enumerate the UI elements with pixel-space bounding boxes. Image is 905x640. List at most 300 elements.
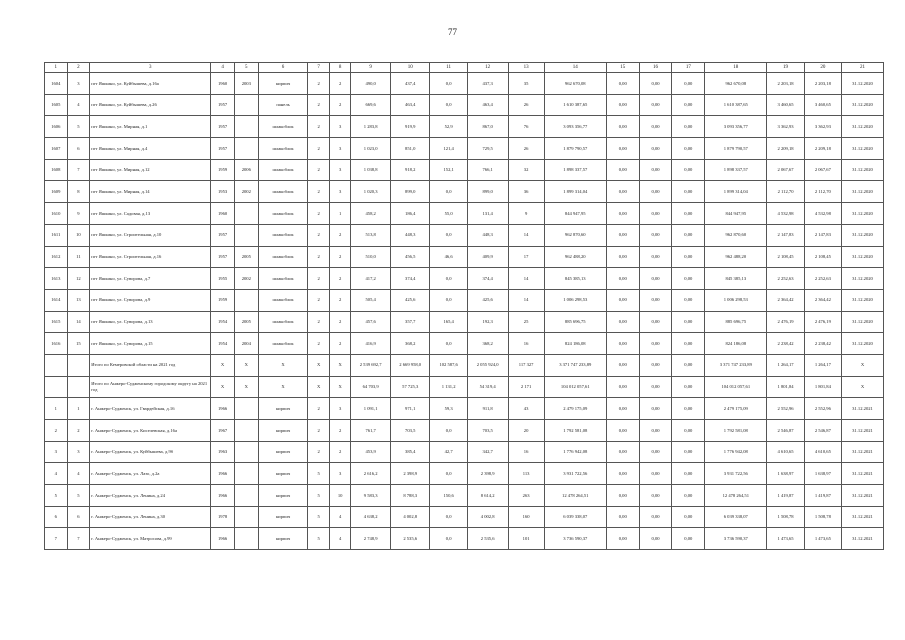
year-renovated-cell [234, 441, 258, 463]
owner-funds-cell: 6 039 338,07 [705, 506, 767, 528]
year-built-cell: 1959 [211, 159, 235, 181]
residents-count-cell: 35 [508, 73, 544, 95]
premises-area-cell: 368,2 [390, 333, 430, 355]
item-number-cell [67, 376, 90, 398]
floors-count-cell: 2 [308, 441, 329, 463]
entrances-count-cell: 2 [329, 246, 350, 268]
local-funds-cell: 0,00 [672, 376, 705, 398]
local-funds-cell: 0,00 [672, 224, 705, 246]
item-number-cell: 8 [67, 181, 90, 203]
local-funds-cell: 0,00 [672, 94, 705, 116]
local-funds-cell: 0,00 [672, 506, 705, 528]
page-number: 77 [448, 27, 457, 37]
municipal-area-cell: 102 587,6 [430, 354, 467, 376]
regional-funds-cell: 0,00 [639, 181, 672, 203]
max-unit-cost-cell: 4 532,98 [804, 203, 841, 225]
unit-cost-cell: 2 364,42 [767, 289, 804, 311]
floors-count-cell: 2 [308, 311, 329, 333]
column-header: 13 [508, 63, 544, 73]
regional-funds-cell: 0,00 [639, 376, 672, 398]
address-cell: г. Анжеро-Судженск, ул. Лазо, д.2а [90, 463, 211, 485]
wall-material-cell: кирпич [258, 506, 308, 528]
column-header: 15 [606, 63, 639, 73]
entrances-count-cell: 2 [329, 94, 350, 116]
private-area-cell: 899,0 [467, 181, 508, 203]
row-number-cell: 1616 [45, 333, 68, 355]
owner-funds-cell: 1 792 581,08 [705, 420, 767, 442]
item-number-cell: 4 [67, 94, 90, 116]
address-cell: пгт Яшкино, ул. Суворова, д.9 [90, 289, 211, 311]
year-renovated-cell [234, 463, 258, 485]
row-number-cell: 3 [45, 441, 68, 463]
address-cell: пгт Яшкино, ул. Мирная, д.4 [90, 138, 211, 160]
total-area-cell: 2 616,2 [351, 463, 391, 485]
completion-date-cell: X [842, 376, 884, 398]
year-renovated-cell: 2005 [234, 246, 258, 268]
local-funds-cell: 0,00 [672, 333, 705, 355]
owner-funds-cell: 12 478 264,51 [705, 485, 767, 507]
repair-cost-total-cell: 1 792 581,08 [544, 420, 606, 442]
total-area-cell: 64 703,9 [351, 376, 391, 398]
wall-material-cell: шлакоблок [258, 116, 308, 138]
table-row [45, 246, 884, 268]
completion-date-cell: 31.12.2020 [842, 224, 884, 246]
residents-count-cell: 16 [508, 441, 544, 463]
column-header: 20 [804, 63, 841, 73]
completion-date-cell: 31.12.2020 [842, 138, 884, 160]
year-built-cell: 1966 [211, 398, 235, 420]
year-built-cell: 1955 [211, 268, 235, 290]
address-cell: г. Анжеро-Судженск, ул. Ленина, д.24 [90, 485, 211, 507]
residents-count-cell: 14 [508, 268, 544, 290]
column-header: 5 [234, 63, 258, 73]
address-cell: пгт Яшкино, ул. Суворова, д.15 [90, 333, 211, 355]
unit-cost-cell: 1 801,84 [767, 376, 804, 398]
item-number-cell: 7 [67, 159, 90, 181]
owner-funds-cell: 3 093 356,77 [705, 116, 767, 138]
unit-cost-cell: 2 552,96 [767, 398, 804, 420]
address-cell: пгт Яшкино, ул. Суворова, д.7 [90, 268, 211, 290]
max-unit-cost-cell: 2 203,18 [804, 73, 841, 95]
private-area-cell: 8 614,2 [467, 485, 508, 507]
wall-material-cell: шлакоблок [258, 289, 308, 311]
unit-cost-cell: 4 532,98 [767, 203, 804, 225]
table-row [45, 376, 884, 398]
total-area-cell: 4 638,2 [351, 506, 391, 528]
unit-cost-cell: 1 508,78 [767, 506, 804, 528]
column-header: 16 [639, 63, 672, 73]
repair-cost-total-cell: 962 870,60 [544, 224, 606, 246]
year-renovated-cell: X [234, 376, 258, 398]
address-cell: г. Анжеро-Судженск, ул. Киселевская, д.16а [90, 420, 211, 442]
repair-cost-total-cell: 3 093 356,77 [544, 116, 606, 138]
item-number-cell: 12 [67, 268, 90, 290]
item-number-cell: 7 [67, 528, 90, 550]
floors-count-cell: 2 [308, 398, 329, 420]
unit-cost-cell: 2 108,45 [767, 246, 804, 268]
max-unit-cost-cell: 2 238,42 [804, 333, 841, 355]
table-row [45, 116, 884, 138]
column-header: 11 [430, 63, 467, 73]
column-header: 19 [767, 63, 804, 73]
premises-area-cell: 971,1 [390, 398, 430, 420]
floors-count-cell: 5 [308, 528, 329, 550]
unit-cost-cell: 2 203,18 [767, 73, 804, 95]
wall-material-cell: панель [258, 94, 308, 116]
regional-funds-cell: 0,00 [639, 506, 672, 528]
owner-funds-cell: 1 776 942,08 [705, 441, 767, 463]
regional-funds-cell: 0,00 [639, 463, 672, 485]
federal-funds-cell: 0,00 [606, 116, 639, 138]
unit-cost-cell: 2 067,67 [767, 159, 804, 181]
premises-area-cell: 456,5 [390, 246, 430, 268]
year-built-cell: 1978 [211, 506, 235, 528]
wall-material-cell: шлакоблок [258, 181, 308, 203]
table-row [45, 94, 884, 116]
floors-count-cell: 2 [308, 203, 329, 225]
entrances-count-cell: 2 [329, 224, 350, 246]
row-number-cell: 1614 [45, 289, 68, 311]
total-area-cell: 1 038,8 [351, 159, 391, 181]
local-funds-cell: 0,00 [672, 354, 705, 376]
total-area-cell: 761,7 [351, 420, 391, 442]
owner-funds-cell: 1 006 298,53 [705, 289, 767, 311]
owner-funds-cell: 2 479 175,09 [705, 398, 767, 420]
repair-cost-total-cell: 3 736 590,37 [544, 528, 606, 550]
floors-count-cell: 2 [308, 420, 329, 442]
floors-count-cell: 2 [308, 116, 329, 138]
residents-count-cell: 25 [508, 311, 544, 333]
address-cell: пгт Яшкино, ул. Строительная, д.10 [90, 224, 211, 246]
year-built-cell: 1957 [211, 224, 235, 246]
year-renovated-cell [234, 224, 258, 246]
premises-area-cell: 919,9 [390, 116, 430, 138]
column-header: 3 [90, 63, 211, 73]
repair-cost-total-cell: 1 776 942,08 [544, 441, 606, 463]
federal-funds-cell: 0,00 [606, 268, 639, 290]
local-funds-cell: 0,00 [672, 268, 705, 290]
row-number-cell: 1606 [45, 116, 68, 138]
regional-funds-cell: 0,00 [639, 268, 672, 290]
entrances-count-cell: 2 [329, 333, 350, 355]
residents-count-cell: 20 [508, 420, 544, 442]
floors-count-cell: 2 [308, 224, 329, 246]
completion-date-cell: 31.12.2020 [842, 116, 884, 138]
regional-funds-cell: 0,00 [639, 441, 672, 463]
column-header: 10 [390, 63, 430, 73]
wall-material-cell: шлакоблок [258, 203, 308, 225]
regional-funds-cell: 0,00 [639, 246, 672, 268]
total-area-cell: 417,2 [351, 268, 391, 290]
completion-date-cell: 31.12.2020 [842, 181, 884, 203]
table-row [45, 159, 884, 181]
max-unit-cost-cell: 2 476,19 [804, 311, 841, 333]
table-row [45, 311, 884, 333]
table-row [45, 420, 884, 442]
table-row [45, 268, 884, 290]
floors-count-cell: 2 [308, 138, 329, 160]
municipal-area-cell: 0,0 [430, 463, 467, 485]
address-cell: пгт Яшкино, ул. Садовая, д.13 [90, 203, 211, 225]
municipal-area-cell: 55,0 [430, 203, 467, 225]
column-header: 17 [672, 63, 705, 73]
year-built-cell: 1959 [211, 289, 235, 311]
floors-count-cell: 2 [308, 159, 329, 181]
item-number-cell: 14 [67, 311, 90, 333]
max-unit-cost-cell: 4 610,65 [804, 441, 841, 463]
owner-funds-cell: 844 947,95 [705, 203, 767, 225]
municipal-area-cell: 152,1 [430, 159, 467, 181]
total-area-cell: 2 539 692,7 [351, 354, 391, 376]
item-number-cell: 10 [67, 224, 90, 246]
regional-funds-cell: 0,00 [639, 420, 672, 442]
address-cell: г. Анжеро-Судженск, ул. Гвардейская, д.16 [90, 398, 211, 420]
housing-register-table [44, 62, 884, 550]
repair-cost-total-cell: 845 385,13 [544, 268, 606, 290]
column-header: 12 [467, 63, 508, 73]
entrances-count-cell: 2 [329, 441, 350, 463]
local-funds-cell: 0,00 [672, 485, 705, 507]
regional-funds-cell: 0,00 [639, 485, 672, 507]
federal-funds-cell: 0,00 [606, 94, 639, 116]
owner-funds-cell: 1 899 314,04 [705, 181, 767, 203]
year-renovated-cell [234, 289, 258, 311]
year-built-cell: 1957 [211, 138, 235, 160]
municipal-area-cell: 0,0 [430, 94, 467, 116]
year-built-cell: 1966 [211, 463, 235, 485]
year-built-cell: 1963 [211, 441, 235, 463]
column-header: 1 [45, 63, 68, 73]
table-body [45, 73, 884, 550]
local-funds-cell: 0,00 [672, 181, 705, 203]
private-area-cell: 425,6 [467, 289, 508, 311]
row-number-cell: 7 [45, 528, 68, 550]
wall-material-cell: кирпич [258, 528, 308, 550]
owner-funds-cell: 824 186,08 [705, 333, 767, 355]
unit-cost-cell: 2 252,63 [767, 268, 804, 290]
year-renovated-cell [234, 398, 258, 420]
municipal-area-cell: 0,0 [430, 224, 467, 246]
wall-material-cell: шлакоблок [258, 311, 308, 333]
address-cell: пгт Яшкино, ул. Куйбышева, д.26 [90, 94, 211, 116]
premises-area-cell: 851,0 [390, 138, 430, 160]
column-header: 21 [842, 63, 884, 73]
floors-count-cell: 2 [308, 268, 329, 290]
residents-count-cell: 117 327 [508, 354, 544, 376]
max-unit-cost-cell: 1 264,17 [804, 354, 841, 376]
entrances-count-cell: 3 [329, 138, 350, 160]
private-area-cell: 463,4 [467, 94, 508, 116]
total-area-cell: 513,8 [351, 224, 391, 246]
year-built-cell: X [211, 376, 235, 398]
item-number-cell: 6 [67, 506, 90, 528]
unit-cost-cell: 2 476,19 [767, 311, 804, 333]
owner-funds-cell: 104 012 057,61 [705, 376, 767, 398]
repair-cost-total-cell: 885 696,75 [544, 311, 606, 333]
max-unit-cost-cell: 2 552,96 [804, 398, 841, 420]
regional-funds-cell: 0,00 [639, 159, 672, 181]
unit-cost-cell: 3 362,93 [767, 116, 804, 138]
repair-cost-total-cell: 3 931 722,56 [544, 463, 606, 485]
municipal-area-cell: 0,0 [430, 506, 467, 528]
owner-funds-cell: 3 371 747 233,89 [705, 354, 767, 376]
total-area-cell: 453,9 [351, 441, 391, 463]
local-funds-cell: 0,00 [672, 138, 705, 160]
address-cell: г. Анжеро-Судженск, ул. Ленина, д.30 [90, 506, 211, 528]
local-funds-cell: 0,00 [672, 398, 705, 420]
total-area-cell: 1 091,1 [351, 398, 391, 420]
row-number-cell: 1607 [45, 138, 68, 160]
completion-date-cell: 31.12.2020 [842, 94, 884, 116]
municipal-area-cell: 0,0 [430, 268, 467, 290]
row-number-cell: 1 [45, 398, 68, 420]
federal-funds-cell: 0,00 [606, 73, 639, 95]
private-area-cell: 2 055 924,0 [467, 354, 508, 376]
federal-funds-cell: 0,00 [606, 159, 639, 181]
completion-date-cell: 31.12.2021 [842, 398, 884, 420]
column-header: 18 [705, 63, 767, 73]
private-area-cell: 448,3 [467, 224, 508, 246]
repair-cost-total-cell: 3 371 747 233,89 [544, 354, 606, 376]
premises-area-cell: 357,7 [390, 311, 430, 333]
column-header: 6 [258, 63, 308, 73]
completion-date-cell: 31.12.2020 [842, 289, 884, 311]
floors-count-cell: 2 [308, 181, 329, 203]
wall-material-cell: X [258, 354, 308, 376]
table-row [45, 528, 884, 550]
municipal-area-cell: 0,0 [430, 181, 467, 203]
federal-funds-cell: 0,00 [606, 311, 639, 333]
floors-count-cell: 5 [308, 506, 329, 528]
owner-funds-cell: 3 736 590,37 [705, 528, 767, 550]
municipal-area-cell: 46,6 [430, 246, 467, 268]
owner-funds-cell: 962 488,20 [705, 246, 767, 268]
regional-funds-cell: 0,00 [639, 528, 672, 550]
wall-material-cell: кирпич [258, 398, 308, 420]
completion-date-cell: 31.12.2021 [842, 441, 884, 463]
completion-date-cell: 31.12.2020 [842, 203, 884, 225]
private-area-cell: 131,4 [467, 203, 508, 225]
year-built-cell: X [211, 354, 235, 376]
local-funds-cell: 0,00 [672, 441, 705, 463]
wall-material-cell: X [258, 376, 308, 398]
federal-funds-cell: 0,00 [606, 441, 639, 463]
regional-funds-cell: 0,00 [639, 203, 672, 225]
local-funds-cell: 0,00 [672, 311, 705, 333]
residents-count-cell: 26 [508, 138, 544, 160]
repair-cost-total-cell: 2 479 175,09 [544, 398, 606, 420]
regional-funds-cell: 0,00 [639, 138, 672, 160]
municipal-area-cell: 0,0 [430, 420, 467, 442]
federal-funds-cell: 0,00 [606, 289, 639, 311]
entrances-count-cell: 2 [329, 289, 350, 311]
municipal-area-cell: 121,4 [430, 138, 467, 160]
row-number-cell [45, 376, 68, 398]
column-header: 2 [67, 63, 90, 73]
completion-date-cell: 31.12.2020 [842, 159, 884, 181]
local-funds-cell: 0,00 [672, 203, 705, 225]
repair-cost-total-cell: 6 039 338,07 [544, 506, 606, 528]
table-row [45, 354, 884, 376]
federal-funds-cell: 0,00 [606, 354, 639, 376]
unit-cost-cell: 3 460,65 [767, 94, 804, 116]
municipal-area-cell: 59,3 [430, 398, 467, 420]
premises-area-cell: 4 002,8 [390, 506, 430, 528]
regional-funds-cell: 0,00 [639, 398, 672, 420]
row-number-cell: 1615 [45, 311, 68, 333]
floors-count-cell: 2 [308, 246, 329, 268]
repair-cost-total-cell: 844 947,95 [544, 203, 606, 225]
regional-funds-cell: 0,00 [639, 73, 672, 95]
repair-cost-total-cell: 104 012 057,61 [544, 376, 606, 398]
max-unit-cost-cell: 2 108,45 [804, 246, 841, 268]
municipal-area-cell: 0,0 [430, 289, 467, 311]
year-built-cell: 1967 [211, 420, 235, 442]
federal-funds-cell: 0,00 [606, 528, 639, 550]
private-area-cell: 54 319,4 [467, 376, 508, 398]
address-cell: пгт Яшкино, ул. Куйбышева, д.16а [90, 73, 211, 95]
entrances-count-cell: 1 [329, 203, 350, 225]
table-row [45, 224, 884, 246]
wall-material-cell: шлакоблок [258, 159, 308, 181]
wall-material-cell: шлакоблок [258, 268, 308, 290]
federal-funds-cell: 0,00 [606, 463, 639, 485]
premises-area-cell: 2 535,6 [390, 528, 430, 550]
regional-funds-cell: 0,00 [639, 224, 672, 246]
entrances-count-cell: 2 [329, 73, 350, 95]
entrances-count-cell: 3 [329, 181, 350, 203]
private-area-cell: 192,3 [467, 311, 508, 333]
total-area-cell: 9 583,3 [351, 485, 391, 507]
residents-count-cell: 17 [508, 246, 544, 268]
max-unit-cost-cell: 3 362,93 [804, 116, 841, 138]
table-row [45, 73, 884, 95]
repair-cost-total-cell: 12 478 264,51 [544, 485, 606, 507]
year-built-cell: 1966 [211, 485, 235, 507]
item-number-cell: 1 [67, 398, 90, 420]
federal-funds-cell: 0,00 [606, 333, 639, 355]
federal-funds-cell: 0,00 [606, 138, 639, 160]
row-number-cell: 1612 [45, 246, 68, 268]
year-built-cell: 1954 [211, 311, 235, 333]
premises-area-cell: 57 725,3 [390, 376, 430, 398]
private-area-cell: 4 002,8 [467, 506, 508, 528]
owner-funds-cell: 3 931 722,56 [705, 463, 767, 485]
local-funds-cell: 0,00 [672, 289, 705, 311]
total-area-cell: 669,6 [351, 94, 391, 116]
local-funds-cell: 0,00 [672, 528, 705, 550]
year-renovated-cell [234, 203, 258, 225]
private-area-cell: 374,4 [467, 268, 508, 290]
item-number-cell: 5 [67, 116, 90, 138]
local-funds-cell: 0,00 [672, 116, 705, 138]
premises-area-cell: 918,2 [390, 159, 430, 181]
municipal-area-cell: 1 131,2 [430, 376, 467, 398]
regional-funds-cell: 0,00 [639, 333, 672, 355]
regional-funds-cell: 0,00 [639, 289, 672, 311]
residents-count-cell: 113 [508, 463, 544, 485]
federal-funds-cell: 0,00 [606, 224, 639, 246]
owner-funds-cell: 962 870,60 [705, 224, 767, 246]
item-number-cell: 2 [67, 420, 90, 442]
row-number-cell: 1605 [45, 94, 68, 116]
unit-cost-cell: 1 419,87 [767, 485, 804, 507]
total-area-cell: 416,9 [351, 333, 391, 355]
unit-cost-cell: 2 238,42 [767, 333, 804, 355]
address-cell: пгт Яшкино, ул. Мирная, д.14 [90, 181, 211, 203]
repair-cost-total-cell: 1 879 790,57 [544, 138, 606, 160]
entrances-count-cell: 2 [329, 311, 350, 333]
